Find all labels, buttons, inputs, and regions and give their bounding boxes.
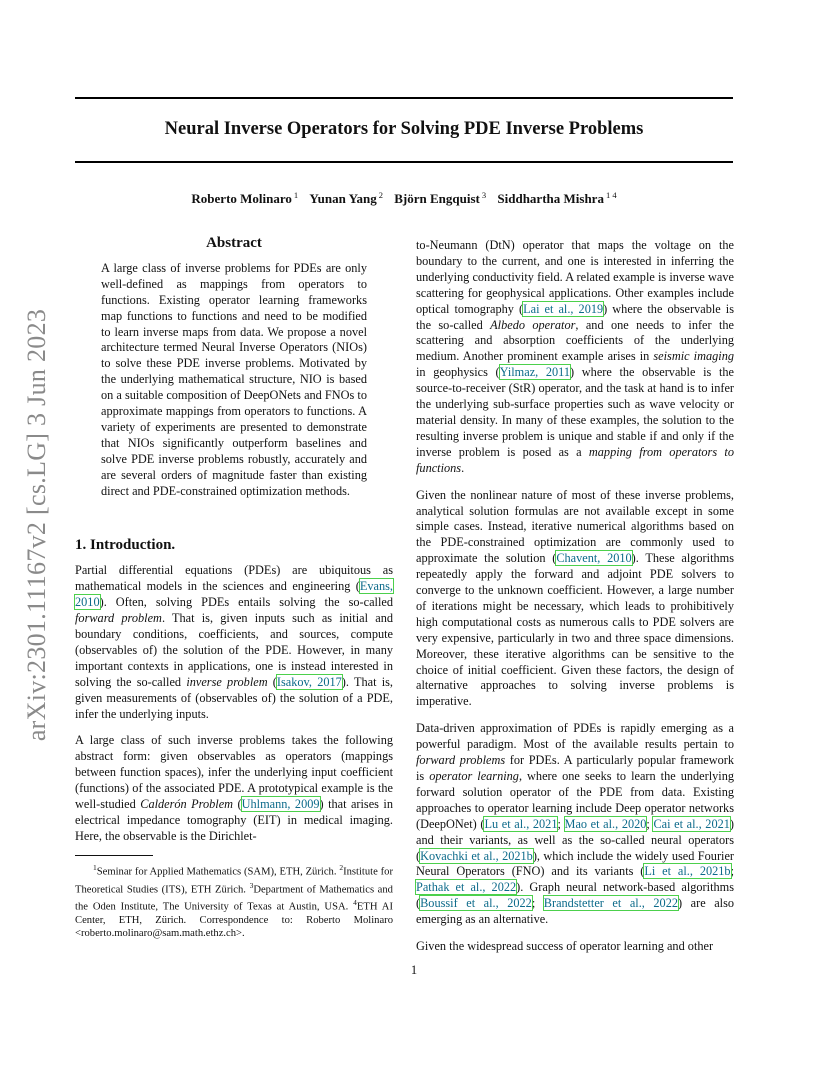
author: Siddhartha Mishra $^{1 4}$ xyxy=(497,190,617,207)
intro-paragraph-1: Partial differential equations (PDEs) are ubiquitous as mathematical models in the sciences and engineering (Evans, 2010). Often, solving PDEs entails solving the so-called forward problem. That is, given inputs such as initial and boundary conditions, coefficients, and sources, compute (observables of) the solution of the PDE. However, in many important contexts in applications, one is instead interested in solving the so-called inverse problem (Isakov, 2017). That is, given measurements of (observables of) the solution of a PDE, infer the underlying inputs. xyxy=(75,563,394,721)
author: Björn Engquist $^3$ xyxy=(394,190,487,207)
footnotes: $^1$Seminar for Applied Mathematics (SAM), ETH, Zürich. $^2$Institute for Theoretical Studies (ITS), ETH Zürich. $^3$Department of Mathematics and the Oden Institute, The University of Texas at Austin, USA. $^4$ETH AI Center, ETH, Zürich. Correspondence to: Roberto Molinaro <roberto.molinaro@sam.math.ethz.ch>. xyxy=(75,862,393,940)
left-column xyxy=(75,236,393,940)
citation-link[interactable]: Cai et al., 2021 xyxy=(653,816,730,831)
title-rule-bottom xyxy=(75,161,733,163)
arxiv-identifier-stamp: arXiv:2301.11167v2 [cs.LG] 3 Jun 2023 xyxy=(22,308,51,742)
citation-link[interactable]: Li et al., 2021b xyxy=(644,864,731,879)
right-paragraph-1: to-Neumann (DtN) operator that maps the voltage on the boundary to the current, and one is interested in inferring the underlying conductivity field. A related example is inverse wave scattering for geophysical applications. Other examples include optical tomography (Lai et al., 2019) where the observable is the so-called Albedo operator, and one needs to infer the scattering and absorption coefficients of the underlying medium. Another prominent example arises in seismic imaging in geophysics (Yilmaz, 2011) where the observable is the source-to-receiver (StR) operator, and the task at hand is to infer the underlying sub-surface properties such as wave velocity or material density. In many of these examples, the solution to the resulting inverse problem is unique and stable if and only if the inverse problem is posed as a mapping from operators to functions. xyxy=(416,238,735,475)
right-column xyxy=(416,238,734,966)
citation-link[interactable]: Chavent, 2010 xyxy=(556,551,632,566)
citation-link[interactable]: Brandstetter et al., 2022 xyxy=(543,896,678,911)
paper-title: Neural Inverse Operators for Solving PDE Inverse Problems xyxy=(164,119,644,139)
citation-link[interactable]: Mao et al., 2020 xyxy=(564,816,647,831)
citation-link[interactable]: Lai et al., 2019 xyxy=(523,301,604,316)
citation-link[interactable]: Uhlmann, 2009 xyxy=(241,797,320,812)
right-paragraph-3: Data-driven approximation of PDEs is rapidly emerging as a powerful paradigm. Most of the available results pertain to forward problems for PDEs. A particularly popular framework is operator learning, where one seeks to learn the underlying forward solution operator of the PDE from data. Existing approaches to operator learning include Deep operator networks (DeepONet) (Lu et al., 2021; Mao et al., 2020; Cai et al., 2021) and their variants, as well as the so-called neural operators (Kovachki et al., 2021b), which include the widely used Fourier Neural Operators (FNO) and its variants (Li et al., 2021b; Pathak et al., 2022). Graph neural network-based algorithms (Boussif et al., 2022; Brandstetter et al., 2022) are also emerging as an alternative. xyxy=(416,721,735,927)
citation-link[interactable]: Boussif et al., 2022 xyxy=(420,896,532,911)
right-paragraph-2: Given the nonlinear nature of most of these inverse problems, analytical solution formulas are not available except in some simple cases. Instead, iterative numerical algorithms based on the PDE-constrained optimization are commonly used to approximate the solution (Chavent, 2010). These algorithms repeatedly apply the forward and adjoint PDE solvers to converge to the unknown coefficient. However, a large number of iterations might be necessary, which leads to prohibitively high computational costs as numerous calls to PDE solvers are very expensive, particularly in two and three space dimensions. Moreover, these iterative algorithms can be sensitive to the choice of initial coefficient. Given these factors, the design of alternative approaches to solving inverse problems is imperative. xyxy=(416,487,734,709)
citation-link[interactable]: Evans, 2010 xyxy=(75,579,393,610)
citation-link[interactable]: Pathak et al., 2022 xyxy=(416,880,517,895)
right-paragraph-4: Given the widespread success of operator learning and other xyxy=(416,939,714,954)
intro-paragraph-2: A large class of such inverse problems takes the following abstract form: given observables as operators (mappings between function spaces), infer the underlying input coefficient (functions) of the associated PDE. A prototypical example is the well-studied Calderón Problem (Uhlmann, 2009) that arises in electrical impedance tomography (EIT) in medical imaging. Here, the observable is the Dirichlet- xyxy=(75,733,393,843)
section-heading-introduction: 1. Introduction. xyxy=(75,536,176,553)
page-number: 1 xyxy=(410,963,418,977)
author: Yunan Yang $^2$ xyxy=(309,190,384,207)
footnote-rule xyxy=(75,855,153,856)
author-list xyxy=(75,190,733,207)
citation-link[interactable]: Kovachki et al., 2021b xyxy=(420,848,533,863)
citation-link[interactable]: Yilmaz, 2011 xyxy=(499,365,571,380)
citation-link[interactable]: Isakov, 2017 xyxy=(276,674,342,689)
author: Roberto Molinaro $^1$ xyxy=(191,190,299,207)
title-rule-top xyxy=(75,97,733,99)
abstract-heading: Abstract xyxy=(206,235,262,251)
abstract-text: A large class of inverse problems for PDEs are only well-defined as mappings from operators to functions. Existing operator learning frameworks map functions to functions and need to be modified to learn inverse maps from data. We propose a novel architecture termed Neural Inverse Operators (NIOs) to solve these PDE inverse problems. Motivated by the underlying mathematical structure, NIO is based on a suitable composition of DeepONets and FNOs to approximate mappings from operators to functions. A variety of experiments are presented to demonstrate that NIOs significantly outperform baselines and solve PDE inverse problems robustly, accurately and are several orders of magnitude faster than existing direct and PDE-constrained optimization methods. xyxy=(101,260,367,498)
citation-link[interactable]: Lu et al., 2021 xyxy=(484,816,558,831)
